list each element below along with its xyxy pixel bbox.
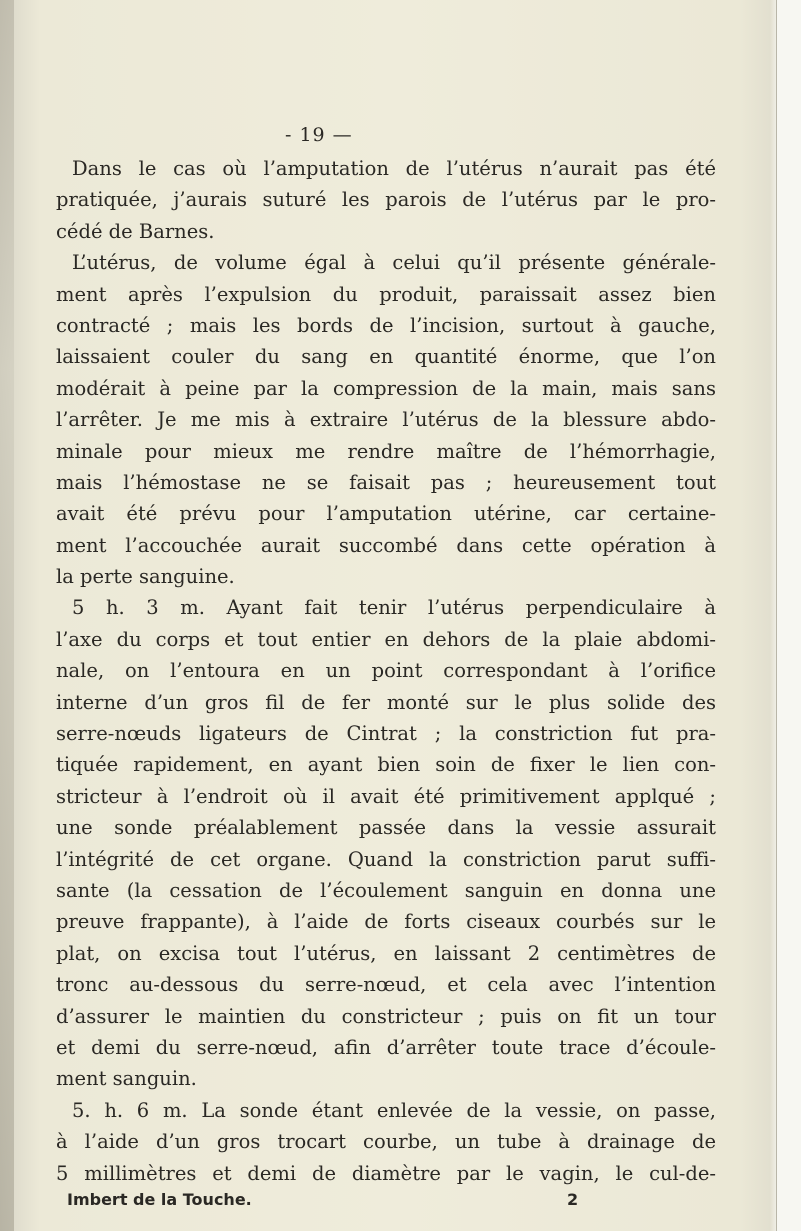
text-line: d’assurer le maintien du constricteur ; puis on fit un tour — [56, 1004, 716, 1028]
text-line: l’intégrité de cet organe. Quand la constriction parut suffi- — [56, 847, 716, 871]
text-line: interne d’un gros fil de fer monté sur le plus solide des — [56, 690, 716, 714]
text-line: modérait à peine par la compression de la main, mais sans — [56, 376, 716, 400]
text-line: plat, on excisa tout l’utérus, en laissant 2 centimètres de — [56, 941, 716, 965]
text-line: 5 millimètres et demi de diamètre par le vagin, le cul-de- — [56, 1161, 716, 1185]
text-line: L’utérus, de volume égal à celui qu’il présente générale- — [72, 251, 716, 275]
text-line: et demi du serre-nœud, afin d’arrêter toute trace d’écoule- — [56, 1035, 716, 1059]
text-line: tiquée rapidement, en ayant bien soin de fixer le lien con- — [56, 753, 716, 777]
text-line: la perte sanguine. — [56, 565, 235, 589]
text-line: tronc au-dessous du serre-nœud, et cela avec l’intention — [56, 973, 716, 997]
text-line: ment l’accouchée aurait succombé dans cette opération à — [56, 533, 716, 557]
footer-signature-mark: 2 — [567, 1190, 579, 1209]
text-line: stricteur à l’endroit où il avait été primitivement applqué ; — [56, 784, 716, 808]
text-line: pratiquée, j’aurais suturé les parois de l’utérus par le pro- — [56, 188, 716, 212]
page-number: - 19 — — [285, 124, 353, 146]
text-line: l’axe du corps et tout entier en dehors de la plaie abdomi- — [56, 627, 716, 651]
text-line: Dans le cas où l’amputation de l’utérus n’aurait pas été — [72, 157, 716, 180]
text-line: avait été prévu pour l’amputation utérine, car certaine- — [56, 502, 716, 526]
text-line: l’arrêter. Je me mis à extraire l’utérus de la blessure abdo- — [56, 408, 716, 432]
page-shadow-left — [0, 0, 14, 1231]
text-line: sante (la cessation de l’écoulement sanguin en donna une — [56, 878, 716, 902]
text-line: nale, on l’entoura en un point correspondant à l’orifice — [56, 659, 716, 683]
text-line: mais l’hémostase ne se faisait pas ; heureusement tout — [56, 470, 716, 494]
text-line: cédé de Barnes. — [56, 219, 215, 243]
text-line: à l’aide d’un gros trocart courbe, un tube à drainage de — [56, 1130, 716, 1154]
text-line: une sonde préalablement passée dans la vessie assurait — [56, 816, 716, 840]
text-line: 5. h. 6 m. La sonde étant enlevée de la vessie, on passe, — [72, 1098, 716, 1122]
text-line: laissaient couler du sang en quantité énorme, que l’on — [56, 345, 716, 369]
footer-author: Imbert de la Touche. — [67, 1190, 252, 1209]
text-line: ment sanguin. — [56, 1067, 197, 1091]
text-line: ment après l’expulsion du produit, paraissait assez bien — [56, 282, 716, 306]
text-line: minale pour mieux me rendre maître de l’hémorrhagie, — [56, 439, 716, 463]
text-line: preuve frappante), à l’aide de forts ciseaux courbés sur le — [56, 910, 716, 934]
page-margin-right — [776, 0, 801, 1231]
text-line: 5 h. 3 m. Ayant fait tenir l’utérus perpendiculaire à — [72, 596, 716, 620]
text-line: contracté ; mais les bords de l’incision, surtout à gauche, — [56, 313, 716, 337]
body-text — [56, 153, 716, 1189]
text-line: serre-nœuds ligateurs de Cintrat ; la constriction fut pra- — [56, 722, 716, 746]
